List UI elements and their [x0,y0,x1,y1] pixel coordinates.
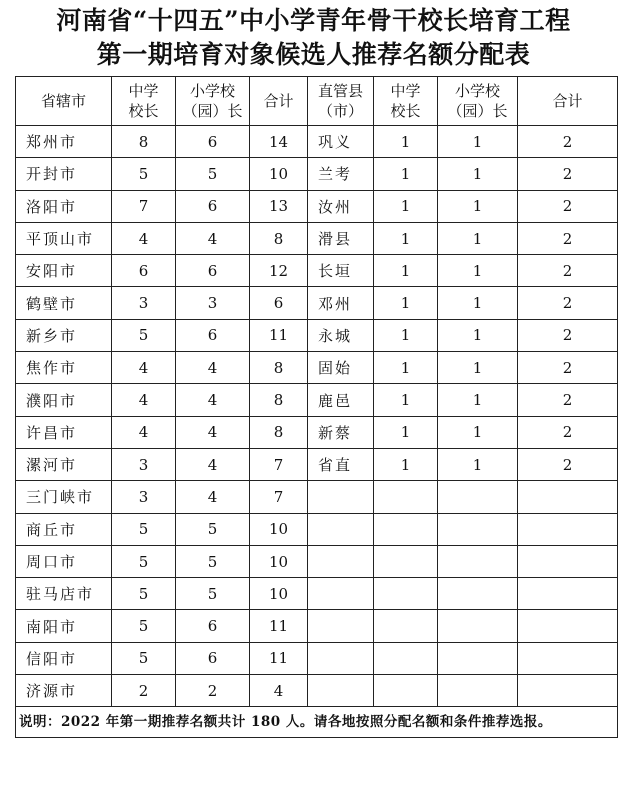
table-row [16,610,618,642]
county-primary-principal-count [438,545,518,577]
primary-principal-count: 5 [176,545,250,577]
county-middle-principal-count [374,610,438,642]
city-name: 安阳市 [16,255,112,287]
county-name: 邓州 [308,287,374,319]
primary-principal-count: 4 [176,416,250,448]
county-name [308,481,374,513]
middle-principal-count: 5 [112,513,176,545]
total-count: 11 [250,319,308,351]
county-name: 长垣 [308,255,374,287]
middle-principal-count: 4 [112,222,176,254]
county-middle-principal-count: 1 [374,448,438,480]
total-count: 6 [250,287,308,319]
title-line-2: 第一期培育对象候选人推荐名额分配表 [96,40,531,69]
county-total-count: 2 [518,352,618,384]
total-count: 11 [250,642,308,674]
county-middle-principal-count: 1 [374,222,438,254]
county-total-count [518,610,618,642]
total-count: 10 [250,158,308,190]
county-middle-principal-count: 1 [374,158,438,190]
col-header-county-primary-principal: 小学校 （园）长 [438,77,518,126]
county-name: 固始 [308,352,374,384]
page-title [0,4,627,72]
col-header-county-total: 合计 [518,77,618,126]
county-name [308,675,374,707]
table-row [16,352,618,384]
county-name: 鹿邑 [308,384,374,416]
city-name: 平顶山市 [16,222,112,254]
county-total-count [518,545,618,577]
county-name [308,545,374,577]
county-name: 兰考 [308,158,374,190]
middle-principal-count: 5 [112,545,176,577]
total-count: 8 [250,384,308,416]
primary-principal-count: 6 [176,126,250,158]
table-row [16,255,618,287]
county-primary-principal-count: 1 [438,126,518,158]
county-name: 省直 [308,448,374,480]
col-header-county: 直管县 （市） [308,77,374,126]
county-primary-principal-count [438,642,518,674]
county-middle-principal-count: 1 [374,352,438,384]
city-name: 南阳市 [16,610,112,642]
county-name: 新蔡 [308,416,374,448]
county-primary-principal-count [438,513,518,545]
primary-principal-count: 6 [176,190,250,222]
col-header-city: 省辖市 [16,77,112,126]
county-middle-principal-count: 1 [374,319,438,351]
county-total-count [518,675,618,707]
city-name: 漯河市 [16,448,112,480]
middle-principal-count: 4 [112,384,176,416]
primary-principal-count: 4 [176,384,250,416]
county-total-count: 2 [518,126,618,158]
county-primary-principal-count [438,481,518,513]
county-primary-principal-count: 1 [438,287,518,319]
county-primary-principal-count: 1 [438,416,518,448]
county-total-count: 2 [518,319,618,351]
primary-principal-count: 5 [176,578,250,610]
primary-principal-count: 2 [176,675,250,707]
county-middle-principal-count: 1 [374,287,438,319]
table-row [16,319,618,351]
primary-principal-count: 6 [176,319,250,351]
city-name: 洛阳市 [16,190,112,222]
total-count: 10 [250,513,308,545]
county-middle-principal-count: 1 [374,416,438,448]
county-middle-principal-count [374,513,438,545]
middle-principal-count: 5 [112,578,176,610]
county-total-count [518,642,618,674]
total-count: 13 [250,190,308,222]
quota-table [15,76,618,738]
col-header-middle-principal: 中学 校长 [112,77,176,126]
middle-principal-count: 3 [112,287,176,319]
primary-principal-count: 4 [176,448,250,480]
primary-principal-count: 4 [176,481,250,513]
primary-principal-count: 5 [176,158,250,190]
county-name [308,610,374,642]
primary-principal-count: 4 [176,222,250,254]
note-row [16,707,618,738]
county-total-count: 2 [518,255,618,287]
city-name: 许昌市 [16,416,112,448]
table-row [16,448,618,480]
county-primary-principal-count: 1 [438,384,518,416]
county-total-count: 2 [518,384,618,416]
county-name [308,578,374,610]
table-row [16,675,618,707]
total-count: 14 [250,126,308,158]
table-row [16,642,618,674]
county-primary-principal-count: 1 [438,222,518,254]
county-middle-principal-count [374,481,438,513]
county-primary-principal-count [438,610,518,642]
total-count: 7 [250,448,308,480]
table-row [16,158,618,190]
city-name: 三门峡市 [16,481,112,513]
county-primary-principal-count [438,578,518,610]
county-total-count: 2 [518,222,618,254]
county-primary-principal-count: 1 [438,352,518,384]
county-name [308,642,374,674]
county-total-count: 2 [518,416,618,448]
county-middle-principal-count: 1 [374,384,438,416]
city-name: 周口市 [16,545,112,577]
city-name: 新乡市 [16,319,112,351]
primary-principal-count: 6 [176,255,250,287]
total-count: 4 [250,675,308,707]
county-total-count [518,481,618,513]
city-name: 焦作市 [16,352,112,384]
table-row [16,222,618,254]
table-row [16,545,618,577]
table-row [16,190,618,222]
col-header-primary-principal: 小学校 （园）长 [176,77,250,126]
county-primary-principal-count: 1 [438,158,518,190]
city-name: 商丘市 [16,513,112,545]
middle-principal-count: 3 [112,448,176,480]
table-row [16,481,618,513]
county-name: 永城 [308,319,374,351]
county-primary-principal-count: 1 [438,319,518,351]
county-primary-principal-count: 1 [438,190,518,222]
county-total-count: 2 [518,287,618,319]
county-primary-principal-count: 1 [438,448,518,480]
total-count: 7 [250,481,308,513]
total-count: 10 [250,545,308,577]
middle-principal-count: 5 [112,610,176,642]
county-middle-principal-count [374,545,438,577]
table-row [16,416,618,448]
total-count: 10 [250,578,308,610]
total-count: 8 [250,222,308,254]
middle-principal-count: 5 [112,642,176,674]
county-middle-principal-count: 1 [374,255,438,287]
primary-principal-count: 3 [176,287,250,319]
middle-principal-count: 6 [112,255,176,287]
middle-principal-count: 5 [112,319,176,351]
county-name: 汝州 [308,190,374,222]
table-row [16,513,618,545]
county-total-count: 2 [518,448,618,480]
total-count: 12 [250,255,308,287]
county-total-count: 2 [518,190,618,222]
middle-principal-count: 2 [112,675,176,707]
county-primary-principal-count: 1 [438,255,518,287]
city-name: 驻马店市 [16,578,112,610]
county-total-count [518,513,618,545]
total-count: 11 [250,610,308,642]
table-row [16,578,618,610]
county-name: 滑县 [308,222,374,254]
city-name: 济源市 [16,675,112,707]
total-count: 8 [250,416,308,448]
city-name: 郑州市 [16,126,112,158]
middle-principal-count: 3 [112,481,176,513]
city-name: 开封市 [16,158,112,190]
middle-principal-count: 7 [112,190,176,222]
note-text: 说明：2022 年第一期推荐名额共计 180 人。请各地按照分配名额和条件推荐选报。 [16,707,618,738]
county-total-count: 2 [518,158,618,190]
col-header-total: 合计 [250,77,308,126]
primary-principal-count: 4 [176,352,250,384]
header-row [16,77,618,126]
county-total-count [518,578,618,610]
county-name: 巩义 [308,126,374,158]
city-name: 信阳市 [16,642,112,674]
table-row [16,126,618,158]
table-row [16,384,618,416]
city-name: 濮阳市 [16,384,112,416]
col-header-county-middle-principal: 中学 校长 [374,77,438,126]
county-middle-principal-count: 1 [374,126,438,158]
primary-principal-count: 6 [176,610,250,642]
title-line-1: 河南省“十四五”中小学青年骨干校长培育工程 [56,6,571,35]
county-name [308,513,374,545]
county-primary-principal-count [438,675,518,707]
city-name: 鹤壁市 [16,287,112,319]
total-count: 8 [250,352,308,384]
middle-principal-count: 5 [112,158,176,190]
middle-principal-count: 4 [112,352,176,384]
primary-principal-count: 6 [176,642,250,674]
county-middle-principal-count [374,578,438,610]
middle-principal-count: 8 [112,126,176,158]
primary-principal-count: 5 [176,513,250,545]
middle-principal-count: 4 [112,416,176,448]
county-middle-principal-count [374,642,438,674]
table-row [16,287,618,319]
county-middle-principal-count [374,675,438,707]
county-middle-principal-count: 1 [374,190,438,222]
